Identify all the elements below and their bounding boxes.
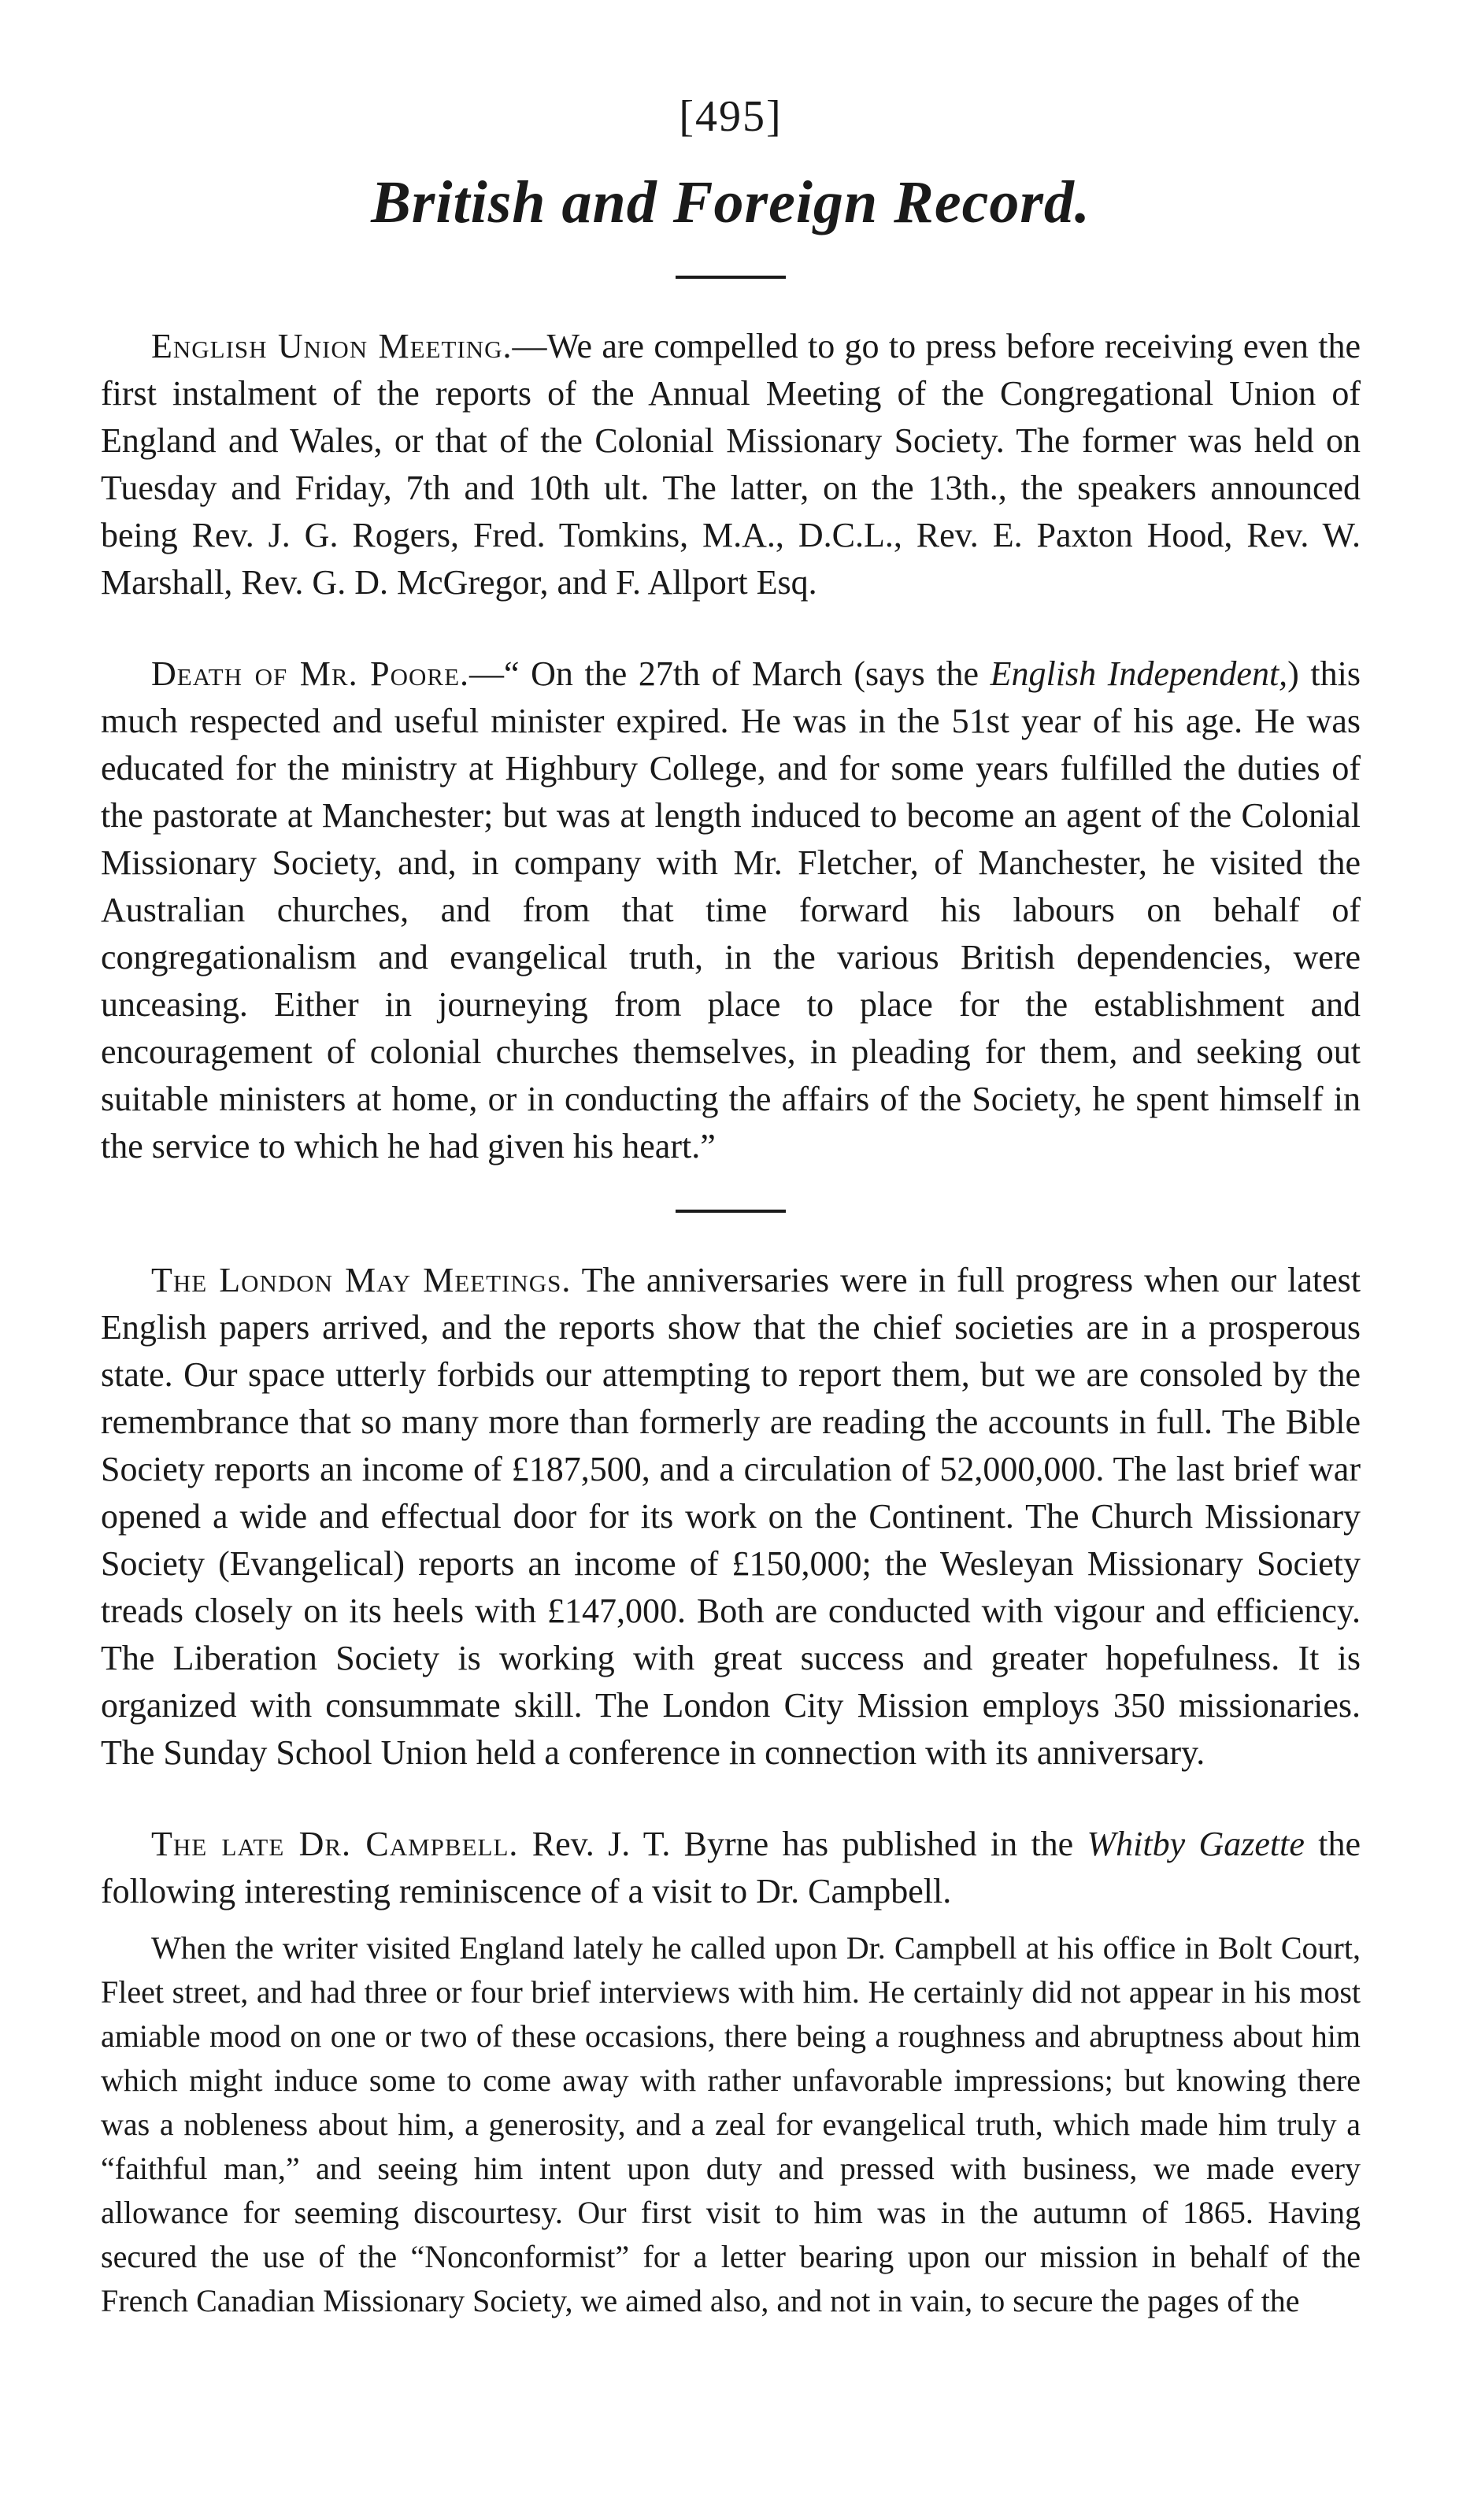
article-body: —We are compelled to go to press before receiving even the first instalment of the reports of the Annual Meeting of the Congregational Union of England and Wales, or that of the Colonial Missionary Society. The former was held on Tuesday and Friday, 7th and 10th ult. The latter, on the 13th., the speakers announced being Rev. J. G. Rogers, Fred. Tomkins, M.A., D.C.L., Rev. E. Paxton Hood, Rev. W. Marshall, Rev. G. D. McGregor, and F. Allport Esq. <box>101 326 1361 602</box>
page-number: [495] <box>679 92 783 141</box>
article-death-of-mr-poore <box>101 650 1361 1170</box>
article-gap <box>101 1777 1361 1821</box>
article-paragraph <box>101 1821 1361 1915</box>
article-divider <box>676 1210 786 1213</box>
article-heading: The late Dr. Campbell. <box>151 1824 519 1863</box>
quoted-reminiscence: When the writer visited England lately he called upon Dr. Campbell at his office in Bolt Court, Fleet street, and had three or four brief interviews with him. He certainly did not appear in his most amiable mood on one or two of these occasions, there being a roughness and abruptness about him which might induce some to come away with rather unfavorable impressions; but knowing there was a nobleness about him, a generosity, and a zeal for evangelical truth, which made him truly a “faithful man,” and seeing him intent upon duty and pressed with business, we made every allowance for seeming discourtesy. Our first visit to him was in the autumn of 1865. Having secured the use of the “Nonconformist” for a letter bearing upon our mission in behalf of the French Canadian Missionary Society, we aimed also, and not in vain, to secure the pages of the <box>101 1929 1361 2318</box>
article-body-continued: the following interesting reminiscence of a visit to Dr. Campbell. <box>101 1824 1361 1910</box>
article-italic: English Independent, <box>990 654 1288 693</box>
article-paragraph <box>101 650 1361 1170</box>
article-late-dr-campbell <box>101 1821 1361 2323</box>
article-body: The anniversaries were in full progress when our latest English papers arrived, and the reports show that the chief societies are in a prosperous state. Our space utterly forbids our attempting to report them, but we are consoled by the remembrance that so many more than formerly are reading the accounts in full. The Bible Society reports an income of £187,500, and a circulation of 52,000,000. The last brief war opened a wide and effectual door for its work on the Continent. The Church Missionary Society (Evangelical) reports an income of £150,000; the Wesleyan Missionary Society treads closely on its heels with £147,000. Both are conducted with vigour and efficiency. The Liberation Society is working with great success and greater hopefulness. It is organized with consummate skill. The London City Mission employs 350 missionaries. The Sunday School Union held a conference in connection with its anniversary. <box>101 1260 1361 1772</box>
section-title: British and Foreign Record. <box>371 169 1091 235</box>
article-heading: Death of Mr. Poore. <box>151 654 470 693</box>
article-body: Rev. J. T. Byrne has published in the <box>518 1824 1087 1863</box>
article-heading: English Union Meeting. <box>151 326 513 365</box>
article-paragraph <box>101 1257 1361 1777</box>
article-heading: The London May Meetings. <box>151 1260 572 1299</box>
title-divider <box>676 276 786 279</box>
document-page <box>101 47 1361 2323</box>
article-body-continued: ) this much respected and useful minister expired. He was in the 51st year of his age. He was educated for the ministry at Highbury College, and for some years fulfilled the duties of the pastorate at Manchester; but was at length induced to become an agent of the Colonial Missionary Society, and, in company with Mr. Fletcher, of Manchester, he visited the Australian churches, and from that time forward his labours on behalf of congregationalism and evangelical truth, in the various British dependencies, were unceasing. Either in journeying from place to place for the establishment and encouragement of colonial churches themselves, in pleading for them, and seeking out suitable ministers at home, or in conducting the affairs of the Society, he spent himself in the service to which he had given his heart.” <box>101 654 1361 1166</box>
article-italic: Whitby Gazette <box>1087 1824 1305 1863</box>
article-paragraph <box>101 323 1361 606</box>
article-body: —“ On the 27th of March (says the <box>469 654 991 693</box>
article-london-may-meetings <box>101 1257 1361 1777</box>
article-gap <box>101 606 1361 650</box>
article-english-union-meeting <box>101 323 1361 606</box>
